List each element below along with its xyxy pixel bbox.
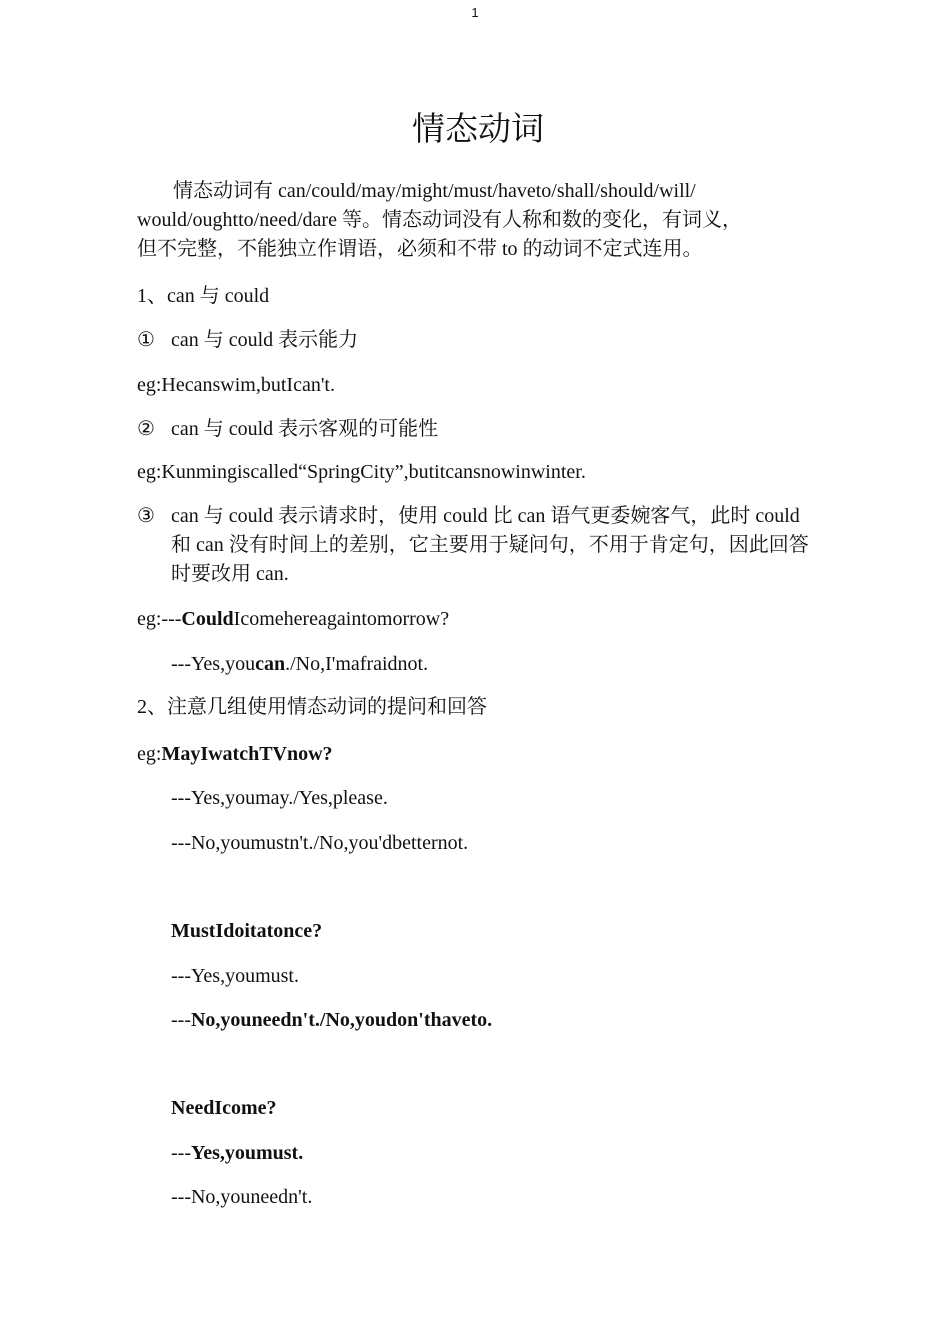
example-2: eg:Kunmingiscalled“SpringCity”,butitcansnowinwinter.: [137, 461, 586, 483]
answer-1-no: ---No,youmustn't./No,you'dbetternot.: [171, 832, 469, 854]
item-text: can 与 could 表示请求时，使用 could 比 can 语气更委婉客气，此时 could 和 can 没有时间上的差别，它主要用于疑问句，不用于肯定句，因此回答时要改用 can.: [171, 505, 809, 585]
example-3-answer: [171, 650, 428, 678]
item-marker: ②: [137, 418, 155, 440]
page-title: 情态动词: [412, 112, 544, 148]
answer-3-no: ---No,youneedn't.: [171, 1186, 313, 1208]
item-marker: ①: [137, 329, 155, 351]
numbered-item-3: [137, 502, 817, 589]
answer-1-yes: ---Yes,youmay./Yes,please.: [171, 787, 388, 809]
answer-2-yes: ---Yes,youmust.: [171, 965, 299, 987]
section-1-heading: 1、can 与 could: [137, 285, 270, 307]
example-prefix: eg:---: [137, 608, 182, 630]
question-3: NeedIcome?: [171, 1097, 277, 1119]
item-text: can 与 could 表示能力: [171, 329, 359, 351]
answer-text: Yes,youmust.: [190, 1142, 304, 1164]
question-1: [137, 740, 333, 768]
example-rest: Icomehereagaintomorrow?: [233, 608, 450, 630]
answer-prefix: ---: [171, 1009, 191, 1031]
item-text: can 与 could 表示客观的可能性: [171, 418, 439, 440]
example-1: eg:Hecanswim,butIcan't.: [137, 374, 335, 396]
question-text: MayIwatchTVnow?: [161, 743, 333, 765]
page-number: 1: [471, 5, 479, 20]
numbered-item-2: [137, 415, 817, 443]
question-2: MustIdoitatonce?: [171, 920, 323, 942]
intro-line-1: 情态动词有 can/could/may/might/must/haveto/shall/should/will/: [173, 180, 696, 202]
intro-paragraph: [137, 177, 817, 264]
answer-3-yes: [171, 1139, 303, 1167]
answer-prefix: ---: [171, 1142, 191, 1164]
answer-2-no: [171, 1006, 492, 1034]
answer-rest: ./No,I'mafraidnot.: [285, 653, 429, 675]
intro-line-2: would/oughtto/need/dare 等。情态动词没有人称和数的变化，有词义，: [137, 209, 742, 231]
answer-text: No,youneedn't./No,youdon'thaveto.: [190, 1009, 493, 1031]
answer-keyword: can: [255, 653, 286, 675]
question-prefix: eg:: [137, 743, 162, 765]
example-3: [137, 605, 449, 633]
section-2-heading: 2、注意几组使用情态动词的提问和回答: [137, 696, 487, 718]
example-keyword: Could: [181, 608, 234, 630]
answer-prefix: ---Yes,you: [171, 653, 256, 675]
item-marker: ③: [137, 505, 155, 527]
intro-line-3: 但不完整，不能独立作谓语，必须和不带 to 的动词不定式连用。: [137, 238, 703, 260]
numbered-item-1: [137, 326, 817, 354]
